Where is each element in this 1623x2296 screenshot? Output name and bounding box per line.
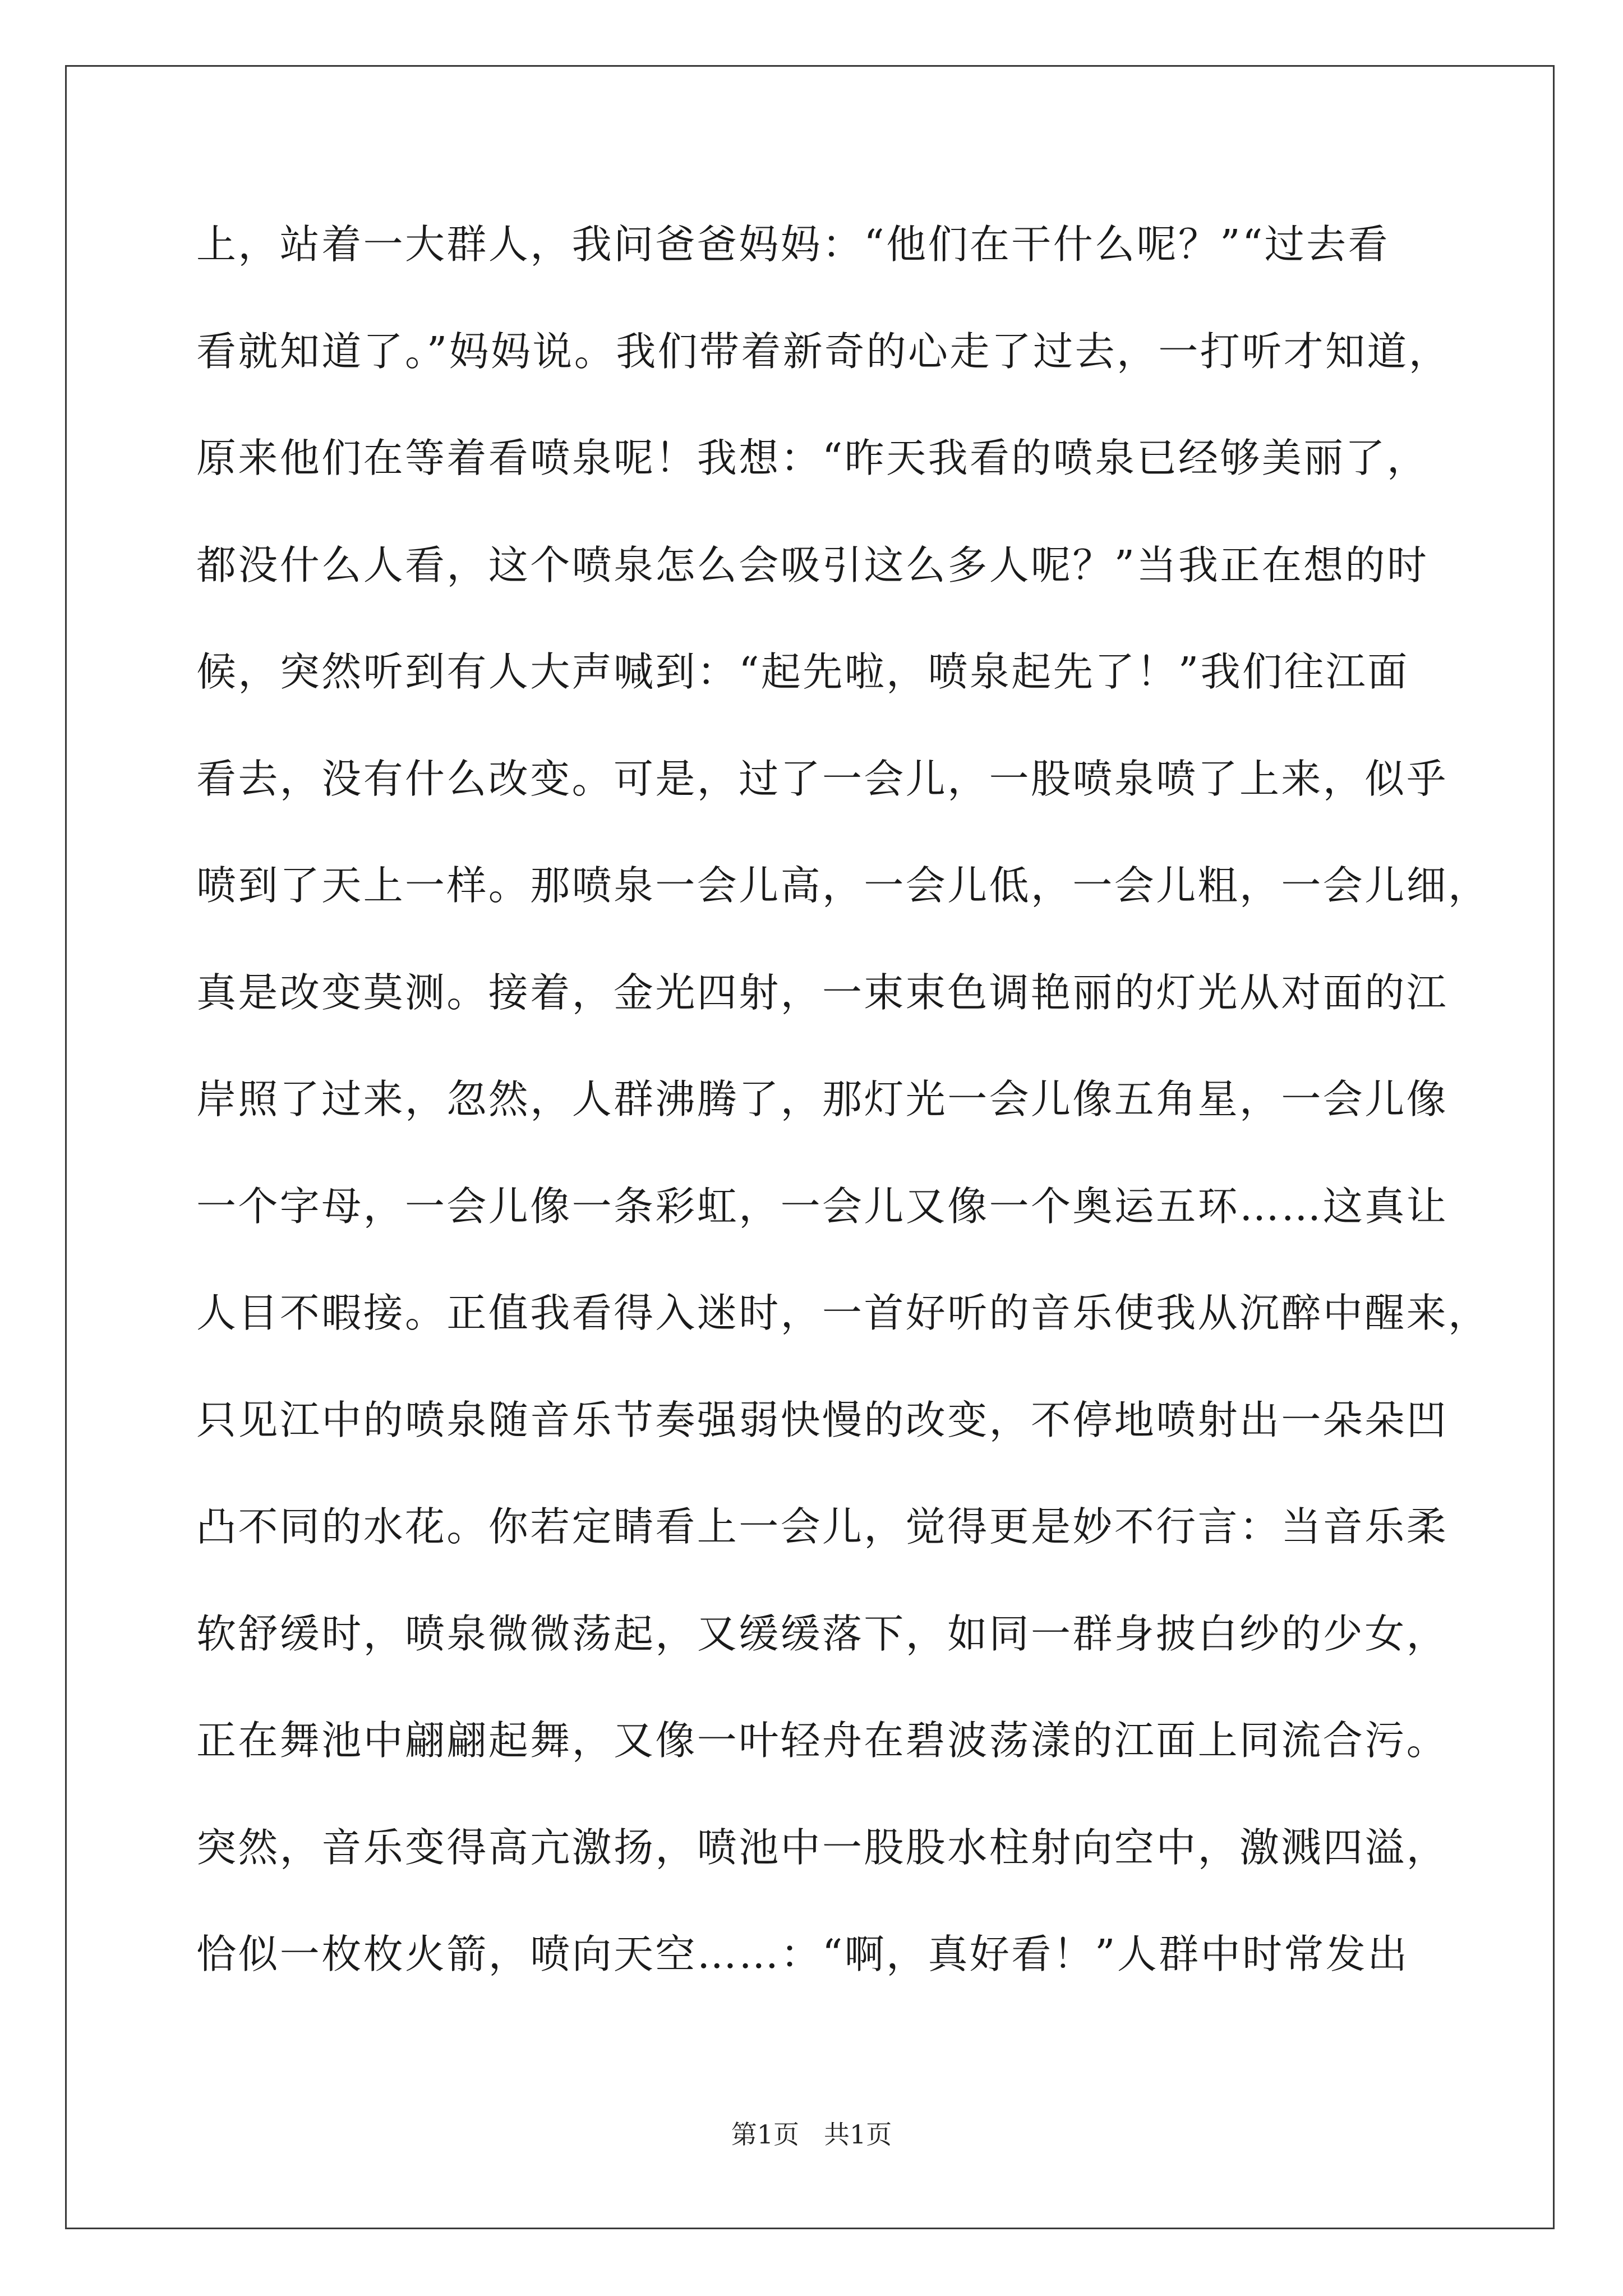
text-line: 看就知道了。”妈妈说。我们带着新奇的心走了过去，一打听才知道， bbox=[196, 328, 1451, 375]
text-line: 喷到了天上一样。那喷泉一会儿高，一会儿低，一会儿粗，一会儿细， bbox=[196, 862, 1490, 909]
text-line: 一个字母，一会儿像一条彩虹，一会儿又像一个奥运五环……这真让 bbox=[196, 1182, 1449, 1230]
document-body bbox=[196, 208, 1490, 2024]
total-pages: 共1页 bbox=[823, 2119, 892, 2150]
text-line: 只见江中的喷泉随音乐节奏强弱快慢的改变，不停地喷射出一朵朵凹 bbox=[196, 1396, 1449, 1443]
text-line: 软舒缓时，喷泉微微荡起，又缓缓落下，如同一群身披白纱的少女， bbox=[196, 1610, 1449, 1657]
text-line: 恰似一枚枚火箭，喷向天空……：“啊，真好看！”人群中时常发出 bbox=[196, 1931, 1409, 1977]
text-line: 正在舞池中翩翩起舞，又像一叶轻舟在碧波荡漾的江面上同流合污。 bbox=[196, 1717, 1449, 1764]
text-line: 岸照了过来，忽然，人群沸腾了，那灯光一会儿像五角星，一会儿像 bbox=[196, 1076, 1449, 1122]
text-line: 看去，没有什么改变。可是，过了一会儿，一股喷泉喷了上来，似乎 bbox=[196, 755, 1449, 802]
text-line: 候，突然听到有人大声喊到：“起先啦，喷泉起先了！”我们往江面 bbox=[196, 648, 1409, 695]
text-line: 上，站着一大群人，我问爸爸妈妈：“他们在干什么呢？”“过去看 bbox=[196, 221, 1390, 268]
text-line: 突然，音乐变得高亢激扬，喷池中一股股水柱射向空中，激溅四溢， bbox=[196, 1824, 1449, 1871]
text-line: 都没什么人看，这个喷泉怎么会吸引这么多人呢？”当我正在想的时 bbox=[196, 541, 1429, 588]
text-line: 人目不暇接。正值我看得入迷时，一首好听的音乐使我从沉醉中醒来， bbox=[196, 1290, 1490, 1336]
text-line: 凸不同的水花。你若定睛看上一会儿，觉得更是妙不行言：当音乐柔 bbox=[196, 1503, 1449, 1550]
page-number: 第1页 bbox=[731, 2119, 800, 2150]
page-footer bbox=[0, 2118, 1623, 2151]
text-line: 真是改变莫测。接着，金光四射，一束束色调艳丽的灯光从对面的江 bbox=[196, 969, 1449, 1016]
text-line: 原来他们在等着看喷泉呢！我想：“昨天我看的喷泉已经够美丽了， bbox=[196, 435, 1429, 481]
